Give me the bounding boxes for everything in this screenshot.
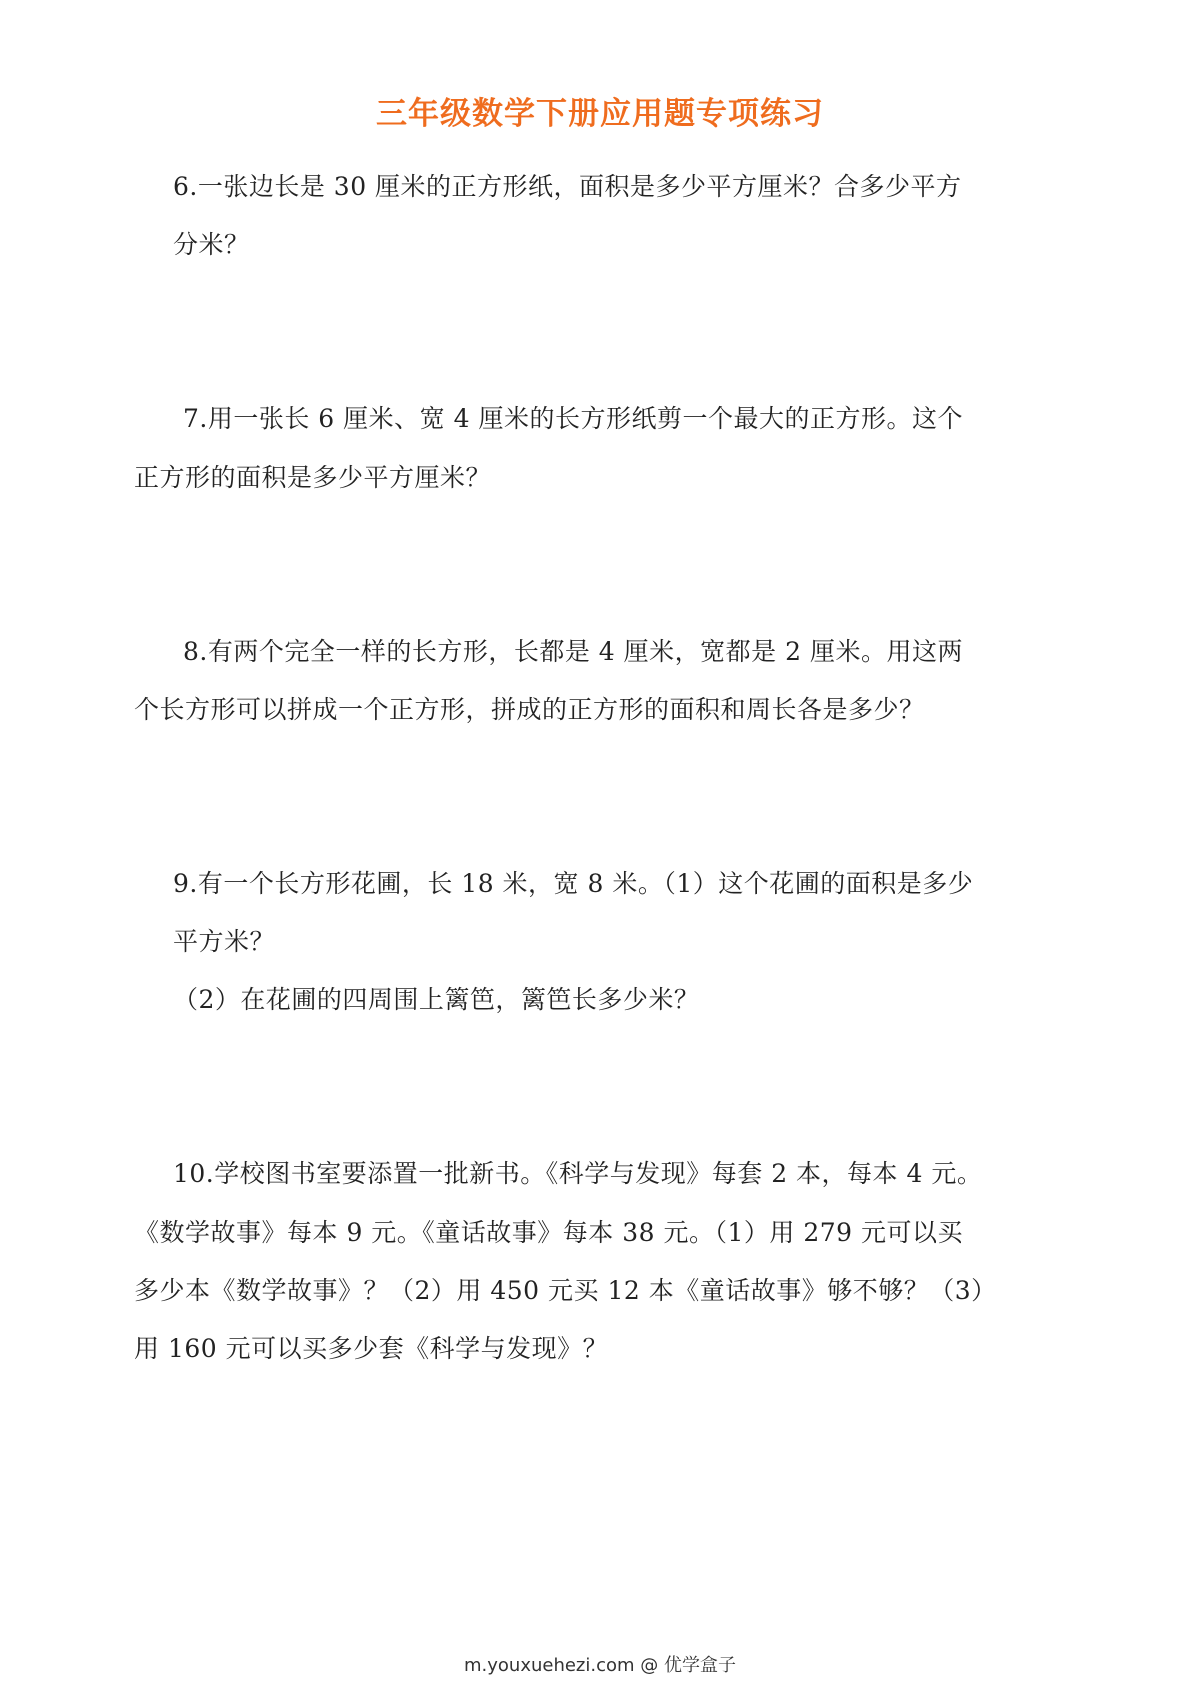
page-title: 三年级数学下册应用题专项练习 bbox=[376, 96, 824, 132]
question-line: （2）在花圃的四周围上篱笆，篱笆长多少米？ bbox=[173, 985, 700, 1014]
question-line: 正方形的面积是多少平方厘米？ bbox=[134, 463, 492, 492]
question-line: 个长方形可以拼成一个正方形，拼成的正方形的面积和周长各是多少？ bbox=[134, 695, 925, 724]
question-line: 多少本《数学故事》？（2）用 450 元买 12 本《童话故事》够不够？（3） bbox=[134, 1276, 997, 1305]
question-line: 9.有一个长方形花圃，长 18 米，宽 8 米。（1）这个花圃的面积是多少 bbox=[173, 869, 974, 898]
question-line: 8.有两个完全一样的长方形，长都是 4 厘米，宽都是 2 厘米。用这两 bbox=[183, 637, 963, 666]
question-line: 7.用一张长 6 厘米、宽 4 厘米的长方形纸剪一个最大的正方形。这个 bbox=[183, 404, 963, 433]
question-line: 10.学校图书室要添置一批新书。《科学与发现》每套 2 本，每本 4 元。 bbox=[173, 1159, 983, 1188]
question-line: 平方米？ bbox=[173, 927, 276, 956]
question-line: 用 160 元可以买多少套《科学与发现》？ bbox=[134, 1334, 609, 1363]
question-line: 《数学故事》每本 9 元。《童话故事》每本 38 元。（1）用 279 元可以买 bbox=[134, 1218, 964, 1247]
footer-watermark: m.youxuehezi.com @ 优学盒子 bbox=[463, 1655, 736, 1676]
question-line: 分米？ bbox=[173, 230, 250, 259]
question-line: 6.一张边长是 30 厘米的正方形纸，面积是多少平方厘米？合多少平方 bbox=[173, 172, 962, 201]
